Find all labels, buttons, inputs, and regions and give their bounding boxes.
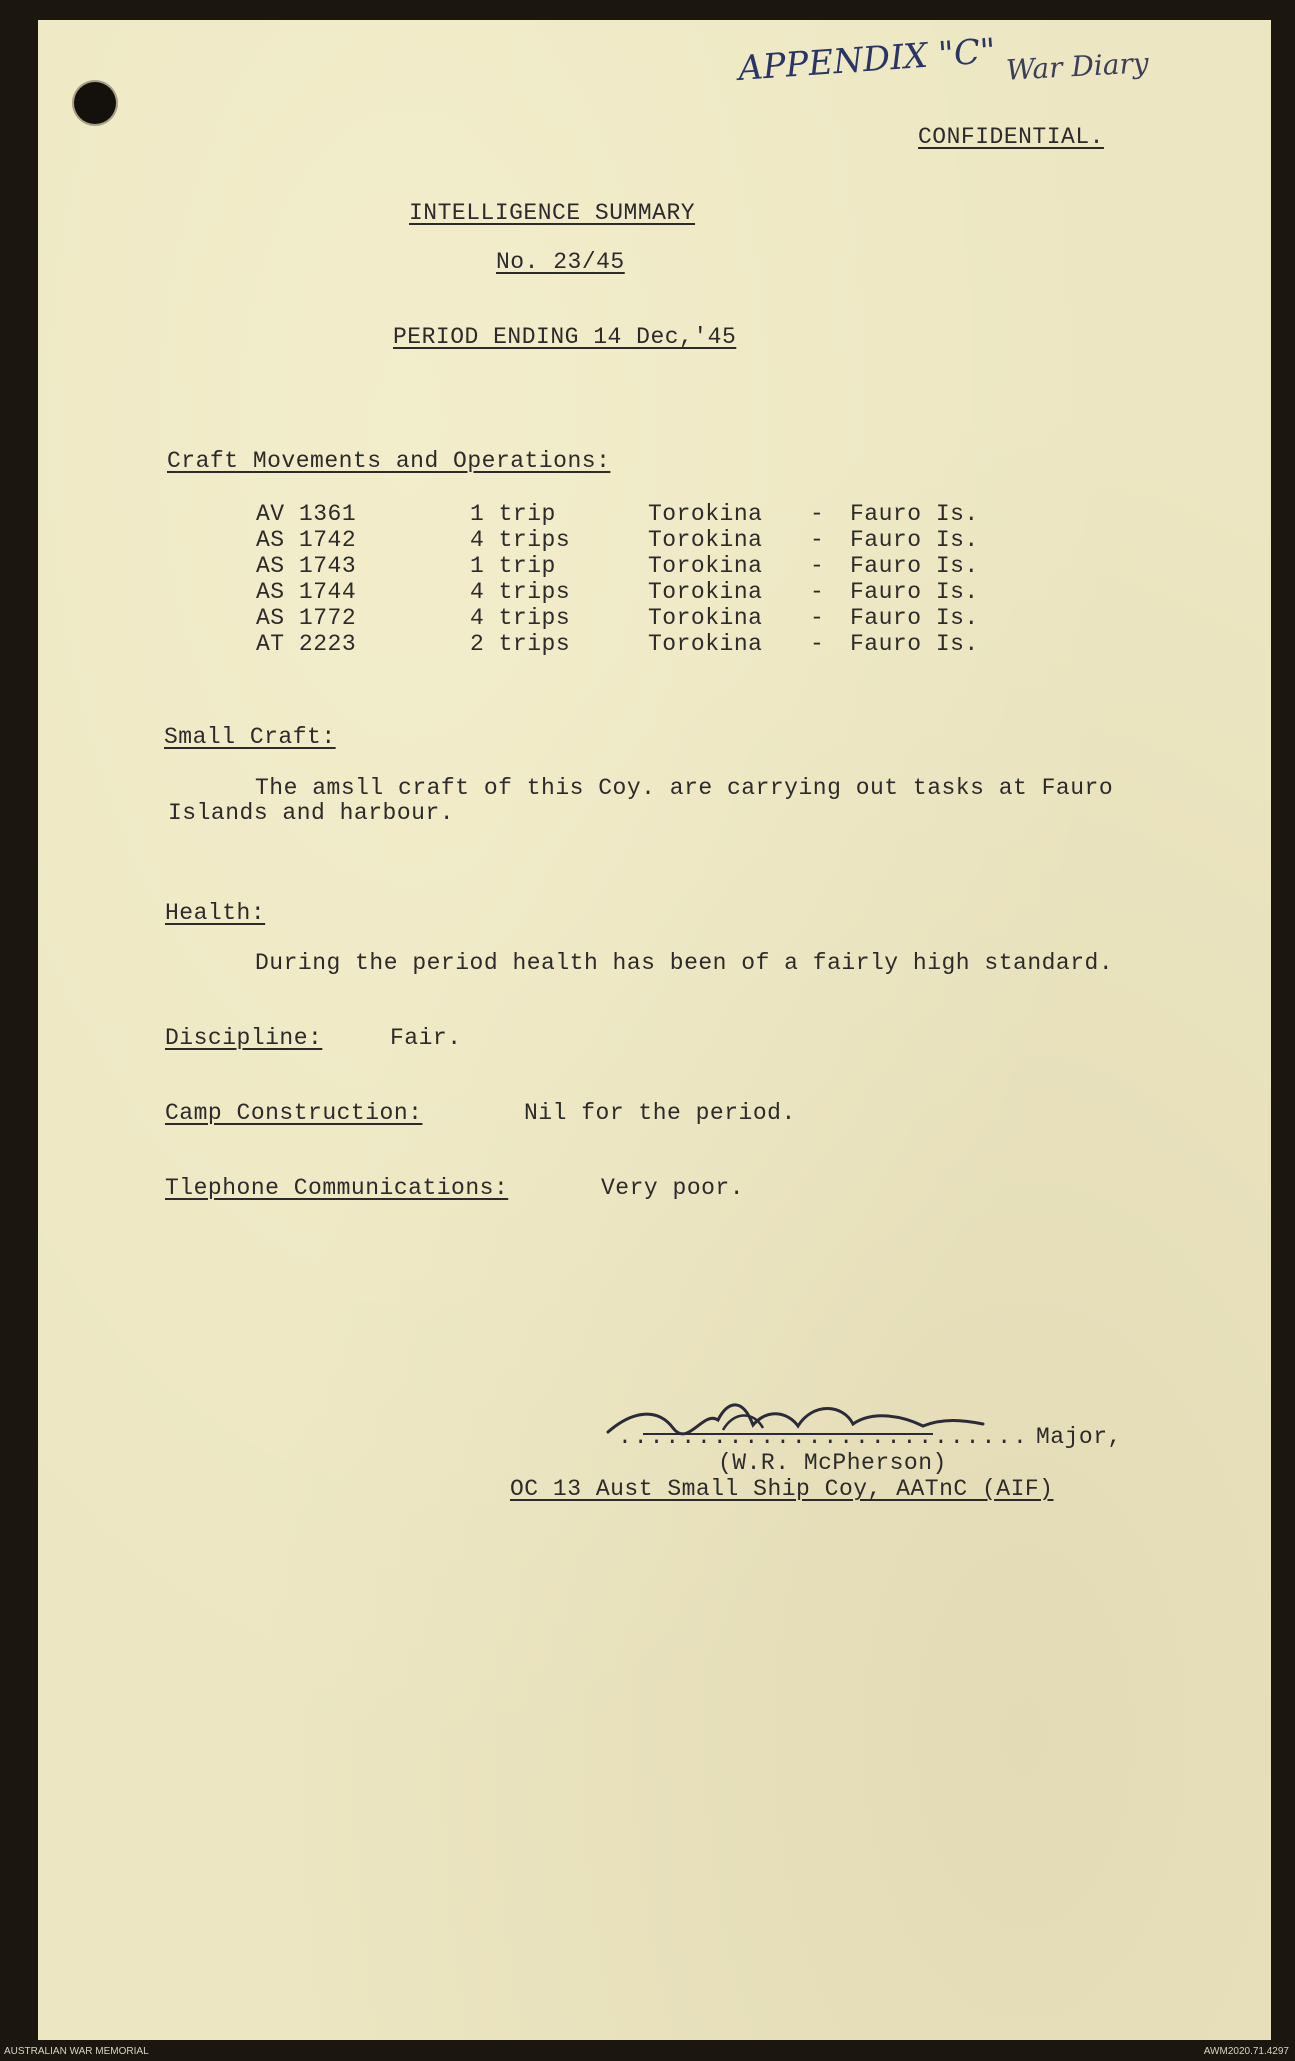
signature-rank: Major, bbox=[1036, 1424, 1122, 1450]
table-cell-trips: 2 trips bbox=[470, 631, 571, 657]
signature-name: (W.R. McPherson) bbox=[718, 1450, 947, 1476]
table-row bbox=[256, 501, 1020, 527]
table-row bbox=[256, 579, 1020, 605]
camp-construction-heading: Camp Construction: bbox=[165, 1100, 423, 1126]
footer-right: AWM2020.71.4297 bbox=[1203, 2046, 1289, 2057]
table-cell-to: Fauro Is. bbox=[850, 605, 979, 631]
table-row bbox=[256, 605, 1020, 631]
craft-movements-table bbox=[256, 501, 1020, 657]
table-cell-sep: - bbox=[810, 579, 825, 605]
telephone-heading: Tlephone Communications: bbox=[165, 1175, 509, 1201]
table-cell-craft: AS 1744 bbox=[256, 579, 357, 605]
classification-label: CONFIDENTIAL. bbox=[918, 124, 1104, 150]
table-cell-from: Torokina bbox=[648, 579, 763, 605]
table-cell-sep: - bbox=[810, 605, 825, 631]
small-craft-heading: Small Craft: bbox=[164, 724, 336, 750]
footer-left: AUSTRALIAN WAR MEMORIAL bbox=[4, 2046, 149, 2057]
punch-hole bbox=[74, 82, 116, 124]
small-craft-text-line1: The amsll craft of this Coy. are carrying out tasks at Fauro bbox=[255, 775, 1114, 801]
signature-unit: OC 13 Aust Small Ship Coy, AATnC (AIF) bbox=[510, 1476, 1054, 1502]
camp-construction-value: Nil for the period. bbox=[524, 1100, 796, 1126]
health-heading: Health: bbox=[165, 900, 266, 926]
table-cell-sep: - bbox=[810, 631, 825, 657]
table-cell-from: Torokina bbox=[648, 501, 763, 527]
handwritten-appendix: APPENDIX "C" bbox=[736, 31, 997, 89]
period-ending: PERIOD ENDING 14 Dec,'45 bbox=[393, 324, 737, 350]
table-cell-trips: 4 trips bbox=[470, 579, 571, 605]
small-craft-text-line2: Islands and harbour. bbox=[168, 800, 455, 826]
table-cell-from: Torokina bbox=[648, 553, 763, 579]
table-cell-trips: 4 trips bbox=[470, 527, 571, 553]
document-title: INTELLIGENCE SUMMARY bbox=[409, 200, 696, 226]
table-cell-sep: - bbox=[810, 501, 825, 527]
document-page bbox=[38, 20, 1271, 2040]
table-cell-from: Torokina bbox=[648, 527, 763, 553]
discipline-heading: Discipline: bbox=[165, 1025, 323, 1051]
signature-dots: .......................... bbox=[618, 1424, 1029, 1450]
table-cell-trips: 1 trip bbox=[470, 501, 556, 527]
table-cell-to: Fauro Is. bbox=[850, 527, 979, 553]
document-number: No. 23/45 bbox=[496, 249, 625, 275]
table-cell-craft: AS 1743 bbox=[256, 553, 357, 579]
health-text: During the period health has been of a fairly high standard. bbox=[255, 950, 1114, 976]
table-cell-trips: 1 trip bbox=[470, 553, 556, 579]
table-cell-from: Torokina bbox=[648, 631, 763, 657]
handwritten-note: War Diary bbox=[1005, 46, 1150, 87]
table-row bbox=[256, 631, 1020, 657]
table-cell-sep: - bbox=[810, 527, 825, 553]
table-cell-to: Fauro Is. bbox=[850, 553, 979, 579]
table-cell-from: Torokina bbox=[648, 605, 763, 631]
table-cell-craft: AS 1772 bbox=[256, 605, 357, 631]
craft-movements-heading: Craft Movements and Operations: bbox=[167, 448, 611, 474]
table-row bbox=[256, 527, 1020, 553]
table-cell-trips: 4 trips bbox=[470, 605, 571, 631]
table-cell-to: Fauro Is. bbox=[850, 631, 979, 657]
table-cell-craft: AT 2223 bbox=[256, 631, 357, 657]
table-cell-craft: AV 1361 bbox=[256, 501, 357, 527]
table-cell-craft: AS 1742 bbox=[256, 527, 357, 553]
table-row bbox=[256, 553, 1020, 579]
discipline-value: Fair. bbox=[390, 1025, 462, 1051]
telephone-value: Very poor. bbox=[601, 1175, 745, 1201]
table-cell-to: Fauro Is. bbox=[850, 579, 979, 605]
table-cell-sep: - bbox=[810, 553, 825, 579]
table-cell-to: Fauro Is. bbox=[850, 501, 979, 527]
